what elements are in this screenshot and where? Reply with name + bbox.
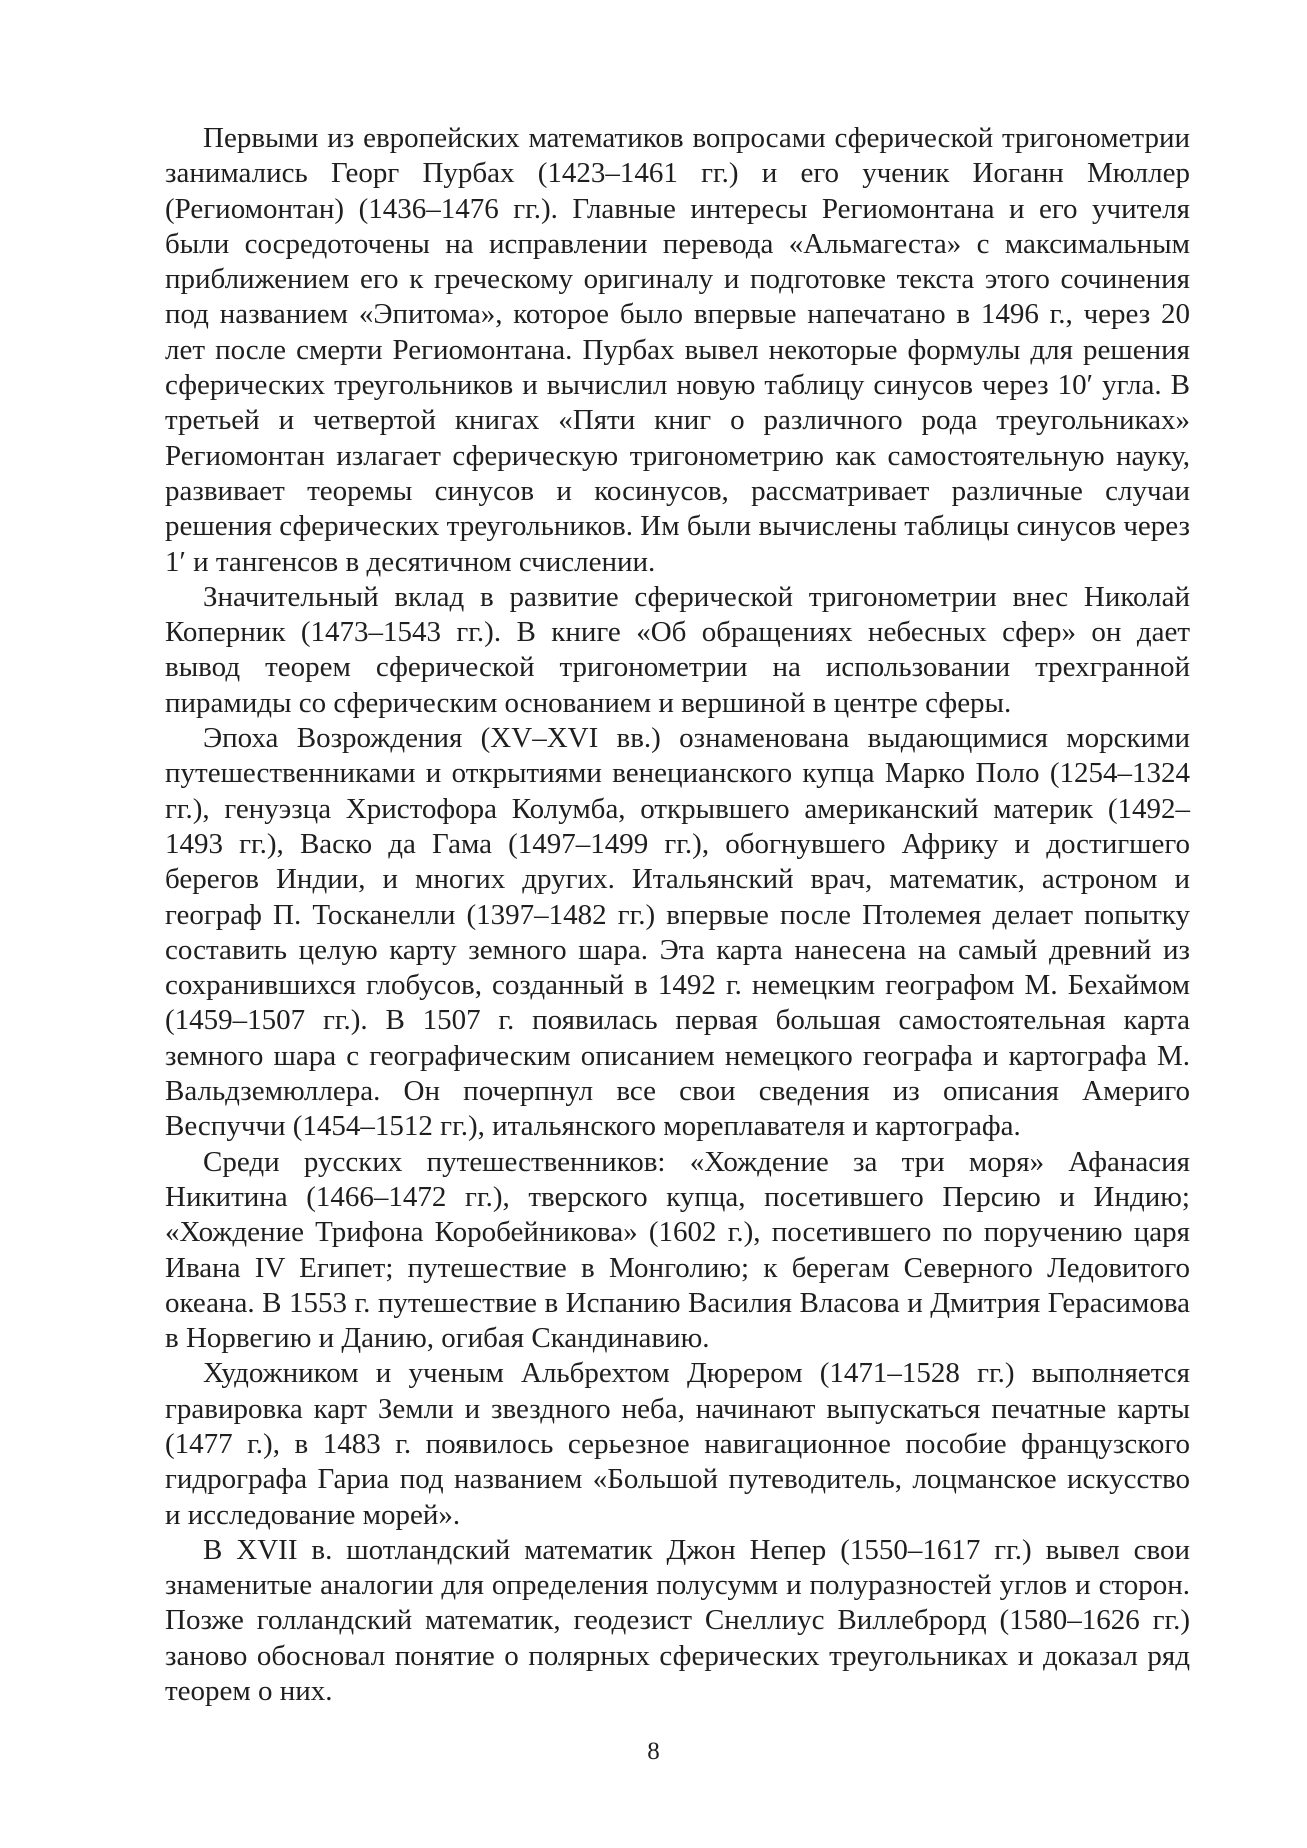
paragraph-renaissance-explorers: Эпоха Возрождения (XV–XVI вв.) ознаменована выдающимися морскими путешественниками и открытиями венецианского купца Марко Поло (1254–1324 гг.), генуэзца Христофора Колумба, открывшего американский материк (1492–1493 гг.), Васко да Гама (1497–1499 гг.), обогнувшего Африку и достигшего берегов Индии, и многих других. Итальянский врач, математик, астроном и географ П. Тосканелли (1397–1482 гг.) впервые после Птолемея делает попытку составить целую карту земного шара. Эта карта нанесена на самый древний из сохранившихся глобусов, созданный в 1492 г. немецким географом М. Бехаймом (1459–1507 гг.). В 1507 г. появилась первая большая самостоятельная карта земного шара с географическим описанием немецкого географа и картографа М. Вальдземюллера. Он почерпнул все свои сведения из описания Америго Веспуччи (1454–1512 гг.), итальянского мореплавателя и картографа. bbox=[165, 722, 1190, 1143]
body-text bbox=[165, 121, 1190, 1709]
paragraph-purbach-regiomontanus: Первыми из европейских математиков вопросами сферической тригонометрии занимались Георг Пурбах (1423–1461 гг.) и его ученик Иоганн Мюллер (Региомонтан) (1436–1476 гг.). Главные интересы Региомонтана и его учителя были сосредоточены на исправлении перевода «Альмагеста» с максимальным приближением его к греческому оригиналу и подготовке текста этого сочинения под названием «Эпитома», которое было впервые напечатано в 1496 г., через 20 лет после смерти Региомонтана. Пурбах вывел некоторые формулы для решения сферических треугольников и вычислил новую таблицу синусов через 10′ угла. В третьей и четвертой книгах «Пяти книг о различного рода треугольниках» Региомонтан излагает сферическую тригонометрию как самостоятельную науку, развивает теоремы синусов и косинусов, рассматривает различные случаи решения сферических треугольников. Им были вычислены таблицы синусов через 1′ и тангенсов в десятичном счислении. bbox=[165, 122, 1190, 578]
paragraph-durer-maps: Художником и ученым Альбрехтом Дюрером (1471–1528 гг.) выполняется гравировка карт Земли и звездного неба, начинают выпускаться печатные карты (1477 г.), в 1483 г. появилось серьезное навигационное пособие французского гидрографа Гариа под названием «Большой путеводитель, лоцманское искусство и исследование морей». bbox=[165, 1357, 1190, 1531]
paragraph-russian-travelers: Среди русских путешественников: «Хождение за три моря» Афанасия Никитина (1466–1472 гг.), тверского купца, посетившего Персию и Индию; «Хождение Трифона Коробейникова» (1602 г.), посетившего по поручению царя Ивана IV Египет; путешествие в Монголию; к берегам Северного Ледовитого океана. В 1553 г. путешествие в Испанию Василия Власова и Дмитрия Герасимова в Норвегию и Данию, огибая Скандинавию. bbox=[165, 1145, 1190, 1355]
page-number: 8 bbox=[647, 1738, 660, 1765]
paragraph-copernicus: Значительный вклад в развитие сферической тригонометрии внес Николай Коперник (1473–1543 гг.). В книге «Об обращениях небесных сфер» он дает вывод теорем сферической тригонометрии на использовании трехгранной пирамиды со сферическим основанием и вершиной в центре сферы. bbox=[165, 580, 1190, 719]
paragraph-napier-snellius: В XVII в. шотландский математик Джон Непер (1550–1617 гг.) вывел свои знаменитые аналогии для определения полусумм и полуразностей углов и сторон. Позже голландский математик, геодезист Снеллиус Виллеброрд (1580–1626 гг.) заново обосновал понятие о полярных сферических треугольниках и доказал ряд теорем о них. bbox=[165, 1533, 1190, 1708]
